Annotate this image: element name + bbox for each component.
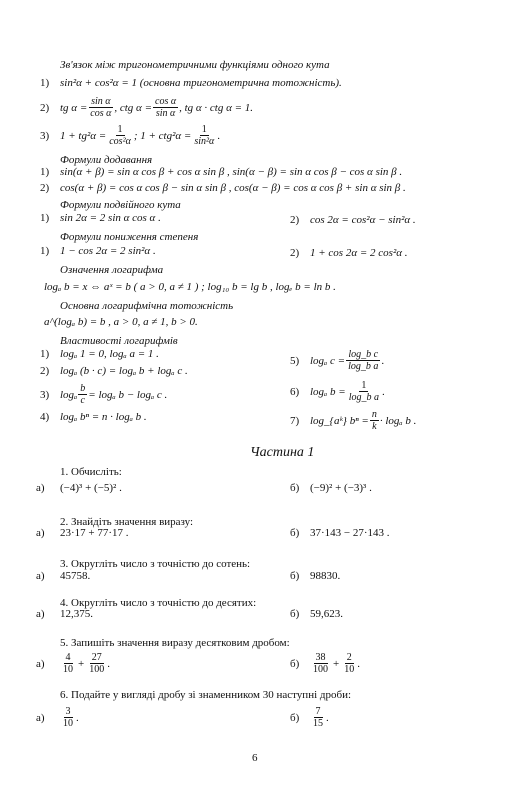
log-definition: logₐ b = x ⇔ aˣ = b ( a > 0, a ≠ 1 ) ; log₁₀ b = lg b , logₑ b = ln b . xyxy=(44,281,336,293)
prop-7-number: 7) xyxy=(290,414,300,427)
task-1-a-label: а) xyxy=(36,482,45,494)
prop-6-lhs: logₐ b = xyxy=(310,385,346,398)
fraction xyxy=(311,706,325,729)
task-5-b xyxy=(290,652,360,675)
fraction-denominator: sin α xyxy=(155,108,176,119)
prop-3-number: 3) xyxy=(40,388,50,401)
task-3-b-label: б) xyxy=(290,570,300,582)
task-4-b: 59,623. xyxy=(310,608,343,620)
fraction xyxy=(342,652,356,675)
task-6-b xyxy=(290,706,329,729)
fraction-numerator: 4 xyxy=(65,652,71,663)
plus-sign: + xyxy=(78,657,85,670)
ctg-square-fraction xyxy=(192,124,216,147)
fraction-denominator: 15 xyxy=(313,718,323,729)
addition-heading: Формули додавання xyxy=(60,154,153,166)
task-5-a xyxy=(36,652,110,675)
fraction-numerator: cos α xyxy=(155,96,177,107)
fraction-denominator: log_b a xyxy=(348,361,379,372)
reduction-1: 1 − cos 2α = 2 sin²α . xyxy=(60,245,156,257)
expression-end: . xyxy=(357,657,360,670)
relation-3 xyxy=(40,124,220,147)
fraction xyxy=(61,652,75,675)
task-6-b-label: б) xyxy=(290,711,300,724)
task-4-title: 4. Округліть число з точністю до десятих: xyxy=(60,597,257,609)
fraction-denominator: c xyxy=(80,395,85,406)
task-2-a: 23·17 + 77·17 . xyxy=(60,527,129,539)
task-6-title: 6. Подайте у вигляді дробу зі знаменником 30 наступні дроби: xyxy=(60,689,352,701)
fraction-denominator: 10 xyxy=(63,664,73,675)
tg-square-fraction xyxy=(107,124,133,147)
task-2-a-label: а) xyxy=(36,527,45,539)
fraction-denominator: 10 xyxy=(63,718,73,729)
relation-1-number: 1) xyxy=(40,77,50,89)
prop-7-rhs: · logₐ b . xyxy=(379,414,417,427)
relations-heading: Зв'язок між тригонометричними функціями одного кута xyxy=(60,59,330,71)
prop-6-end: . xyxy=(381,385,385,398)
prop-2-number: 2) xyxy=(40,365,50,377)
prop-1-number: 1) xyxy=(40,348,50,360)
page-number: 6 xyxy=(252,752,258,764)
relation-2-number: 2) xyxy=(40,101,50,114)
fraction-numerator: 27 xyxy=(91,652,102,663)
fraction xyxy=(61,706,75,729)
fraction-numerator: 1 xyxy=(201,124,207,135)
task-3-a: 45758. xyxy=(60,570,91,582)
double-angle-heading: Формули подвійного кута xyxy=(60,199,181,211)
reduction-2: 1 + cos 2α = 2 cos²α . xyxy=(310,247,408,259)
task-5-b-label: б) xyxy=(290,657,300,670)
task-3-b: 98830. xyxy=(310,570,341,582)
fraction-denominator: 100 xyxy=(89,664,105,675)
task-1-b: (−9)² + (−3)³ . xyxy=(310,482,372,494)
fraction-numerator: 7 xyxy=(315,706,321,717)
task-2-b: 37·143 − 27·143 . xyxy=(310,527,390,539)
fraction-numerator: 2 xyxy=(346,652,352,663)
relation-3-number: 3) xyxy=(40,129,50,142)
prop-3-fraction xyxy=(78,383,87,406)
fraction-numerator: 1 xyxy=(361,380,367,391)
task-4-a: 12,375. xyxy=(60,608,93,620)
tg-label: tg α = xyxy=(60,101,88,114)
task-3-title: 3. Округліть число з точністю до сотень: xyxy=(60,558,251,570)
fraction-numerator: n xyxy=(371,409,377,420)
ctg-label: , ctg α = xyxy=(114,101,152,114)
addition-2: cos(α + β) = cos α cos β − sin α sin β , cos(α − β) = cos α cos β + sin α sin β . xyxy=(60,182,406,194)
task-3-a-label: а) xyxy=(36,570,45,582)
log-identity: a^(logₐ b) = b , a > 0, a ≠ 1, b > 0. xyxy=(44,316,198,328)
prop-4: logₐ bⁿ = n · logₐ b . xyxy=(60,411,147,423)
fraction-denominator: sin²α xyxy=(194,136,215,147)
task-1-title: 1. Обчисліть: xyxy=(60,466,122,478)
prop-6 xyxy=(290,380,385,403)
prop-5-fraction xyxy=(346,349,380,372)
task-6-a xyxy=(36,706,79,729)
prop-6-number: 6) xyxy=(290,385,300,398)
double-1: sin 2α = 2 sin α cos α . xyxy=(60,212,161,224)
fraction-denominator: 10 xyxy=(344,664,355,675)
tg-square-label: 1 + tg²α = xyxy=(60,129,107,142)
prop-3 xyxy=(40,383,167,406)
prop-7 xyxy=(290,409,416,432)
fraction xyxy=(87,652,106,675)
prop-5-number: 5) xyxy=(290,354,300,367)
addition-2-number: 2) xyxy=(40,182,50,194)
double-2-number: 2) xyxy=(290,214,300,226)
log-definition-heading: Означення логарифма xyxy=(60,264,164,276)
prop-5-lhs: logₐ c = xyxy=(310,354,346,367)
fraction-denominator: cos α xyxy=(90,108,112,119)
relation-2 xyxy=(40,96,253,119)
part-title: Частина 1 xyxy=(250,445,315,460)
fraction xyxy=(311,652,330,675)
double-1-number: 1) xyxy=(40,212,50,224)
task-5-a-label: а) xyxy=(36,657,45,670)
task-2-title: 2. Знайдіть значення виразу: xyxy=(60,516,194,528)
fraction-denominator: k xyxy=(372,421,377,432)
task-4-b-label: б) xyxy=(290,608,300,620)
fraction-numerator: b xyxy=(80,383,86,394)
prop-3-log: logₐ xyxy=(60,388,78,401)
fraction-numerator: 38 xyxy=(315,652,326,663)
expression-end: . xyxy=(326,711,329,724)
prop-3-rhs: = logₐ b − logₐ c . xyxy=(88,388,168,401)
fraction-numerator: 3 xyxy=(65,706,71,717)
fraction-denominator: log_b a xyxy=(348,392,379,403)
expression-end: . xyxy=(107,657,110,670)
expression-end: . xyxy=(76,711,79,724)
ctg-square-label: ; 1 + ctg²α = xyxy=(133,129,192,142)
fraction-numerator: log_b c xyxy=(348,349,379,360)
addition-1: sin(α + β) = sin α cos β + cos α sin β , sin(α − β) = sin α cos β − cos α sin β . xyxy=(60,166,403,178)
tg-fraction xyxy=(88,96,113,119)
fraction-denominator: cos²α xyxy=(109,136,131,147)
task-2-b-label: б) xyxy=(290,527,300,539)
task-1-b-label: б) xyxy=(290,482,300,494)
fraction-numerator: sin α xyxy=(91,96,111,107)
power-reduction-heading: Формули пониження степеня xyxy=(60,231,199,243)
prop-4-number: 4) xyxy=(40,411,50,423)
relation-1: sin²α + cos²α = 1 (основна тригонометрична тотожність). xyxy=(60,77,342,89)
ctg-fraction xyxy=(153,96,178,119)
reduction-2-number: 2) xyxy=(290,247,300,259)
prop-1: logₐ 1 = 0, logₐ a = 1 . xyxy=(60,348,159,360)
addition-1-number: 1) xyxy=(40,166,50,178)
log-identity-heading: Основна логарифмічна тотожність xyxy=(60,300,234,312)
tg-ctg-product: , tg α · ctg α = 1. xyxy=(179,101,254,114)
prop-5-end: . xyxy=(381,354,385,367)
prop-7-lhs: log_{aᵏ} bⁿ = xyxy=(310,414,369,427)
log-properties-heading: Властивості логарифмів xyxy=(60,335,178,347)
task-4-a-label: а) xyxy=(36,608,45,620)
plus-sign: + xyxy=(333,657,340,670)
prop-7-fraction xyxy=(370,409,379,432)
prop-6-fraction xyxy=(347,380,381,403)
reduction-1-number: 1) xyxy=(40,245,50,257)
task-1-a: (−4)³ + (−5)² . xyxy=(60,482,122,494)
fraction-numerator: 1 xyxy=(117,124,123,135)
fraction-denominator: 100 xyxy=(313,664,328,675)
double-2: cos 2α = cos²α − sin²α . xyxy=(310,214,416,226)
relation-3-end: . xyxy=(217,129,221,142)
task-6-a-label: а) xyxy=(36,711,45,724)
task-5-title: 5. Запишіть значення виразу десятковим дробом: xyxy=(60,637,290,649)
prop-2: logₐ (b · c) = logₐ b + logₐ c . xyxy=(60,365,188,377)
prop-5 xyxy=(290,349,384,372)
